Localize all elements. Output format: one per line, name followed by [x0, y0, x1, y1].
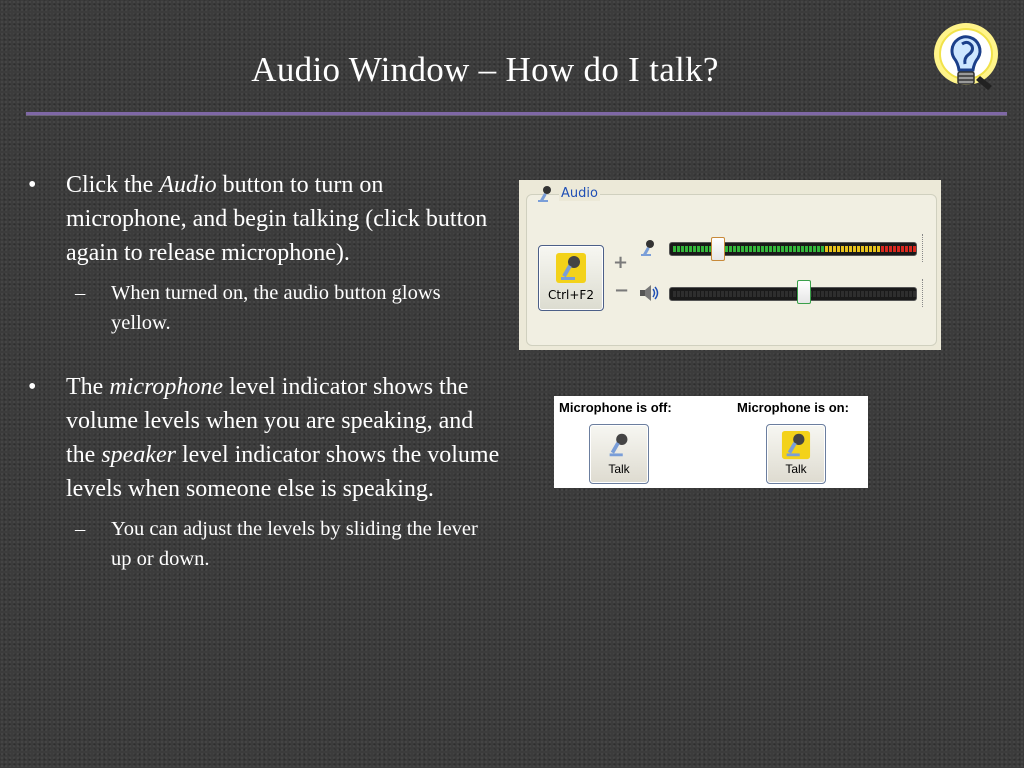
meter-segment [865, 246, 868, 252]
meter-segment [889, 246, 892, 252]
meter-segment [741, 291, 744, 297]
meter-segment [729, 246, 732, 252]
meter-segment [681, 291, 684, 297]
meter-segment [697, 291, 700, 297]
meter-segment [837, 291, 840, 297]
bullet-item-2 [28, 370, 503, 506]
meter-segment [853, 246, 856, 252]
meter-segment [893, 246, 896, 252]
mic-off-label: Microphone is off: [559, 400, 672, 415]
meter-segment [841, 291, 844, 297]
meter-segment [777, 291, 780, 297]
meter-segment [765, 291, 768, 297]
dash-glyph: – [75, 282, 86, 304]
meter-segment [881, 246, 884, 252]
meter-segment [901, 291, 904, 297]
mic-state-screenshot [554, 396, 868, 488]
sub-bullet-item-1 [28, 278, 503, 338]
mic-on-label: Microphone is on: [737, 400, 849, 415]
bullet-glyph: • [28, 374, 37, 400]
meter-segment [789, 246, 792, 252]
meter-segment [769, 291, 772, 297]
meter-segment [829, 246, 832, 252]
meter-segment [849, 246, 852, 252]
talk-button-label: Talk [608, 462, 630, 476]
meter-segment [885, 291, 888, 297]
meter-segment [913, 246, 916, 252]
meter-segment [845, 246, 848, 252]
meter-segment [709, 291, 712, 297]
meter-segment [909, 291, 912, 297]
meter-segment [701, 291, 704, 297]
audio-talk-button[interactable] [538, 245, 604, 311]
microphone-icon [535, 184, 555, 204]
meter-segment [901, 246, 904, 252]
meter-segment [733, 291, 736, 297]
meter-segment [749, 246, 752, 252]
meter-segment [861, 291, 864, 297]
meter-segment [689, 246, 692, 252]
minus-sign: − [614, 280, 630, 301]
bullet-item-1 [28, 168, 503, 270]
meter-segment [877, 291, 880, 297]
meter-segment [757, 291, 760, 297]
meter-segment [853, 291, 856, 297]
meter-segment [733, 246, 736, 252]
meter-segment [897, 246, 900, 252]
meter-segment [813, 246, 816, 252]
bullet-glyph: • [28, 172, 37, 198]
bullet-list [28, 168, 503, 574]
talk-button-label: Talk [785, 462, 807, 476]
meter-segment [905, 246, 908, 252]
meter-segment [717, 291, 720, 297]
bullet-text: button to turn on microphone, and begin talking (click button again to release microphone). [66, 172, 488, 266]
meter-segment [869, 291, 872, 297]
meter-segment [805, 246, 808, 252]
meter-segment [829, 291, 832, 297]
lightbulb-logo-icon [932, 20, 1004, 104]
meter-end-tick [922, 279, 924, 307]
meter-segment [785, 246, 788, 252]
meter-segment [737, 246, 740, 252]
dash-glyph: – [75, 518, 86, 540]
microphone-icon [604, 430, 634, 460]
meter-segment [773, 291, 776, 297]
bullet-emphasis: microphone [109, 374, 224, 400]
meter-segment [677, 246, 680, 252]
meter-segment [781, 291, 784, 297]
microphone-icon [638, 238, 658, 258]
meter-segment [817, 246, 820, 252]
meter-segment [809, 246, 812, 252]
meter-segment [797, 246, 800, 252]
meter-segment [885, 246, 888, 252]
meter-segment [833, 291, 836, 297]
slide-title: Audio Window – How do I talk? [251, 50, 719, 89]
meter-segment [789, 291, 792, 297]
meter-segment [781, 246, 784, 252]
talk-button-off[interactable] [589, 424, 649, 484]
meter-segment [713, 291, 716, 297]
meter-segment [741, 246, 744, 252]
meter-end-tick [922, 234, 924, 262]
title-divider [26, 112, 1007, 115]
meter-segment [785, 291, 788, 297]
talk-button-shortcut: Ctrl+F2 [548, 288, 594, 302]
meter-segment [729, 291, 732, 297]
talk-mic-icon [555, 252, 587, 284]
sub-bullet-text: You can adjust the levels by sliding the lever up or down. [111, 518, 478, 570]
bullet-text: level indicator shows the volume levels when you are speaking, and the [66, 374, 474, 468]
meter-segment [821, 246, 824, 252]
meter-segment [765, 246, 768, 252]
meter-segment [869, 246, 872, 252]
bullet-emphasis: Audio [159, 172, 217, 198]
meter-segment [821, 291, 824, 297]
sub-bullet-item-2 [28, 514, 503, 574]
meter-segment [849, 291, 852, 297]
meter-segment [833, 246, 836, 252]
meter-segment [861, 246, 864, 252]
meter-segment [753, 291, 756, 297]
meter-segment [877, 246, 880, 252]
meter-segment [749, 291, 752, 297]
speaker-level-meter [669, 287, 917, 301]
meter-segment [673, 246, 676, 252]
meter-segment [737, 291, 740, 297]
bullet-text: The [66, 374, 110, 400]
meter-segment [677, 291, 680, 297]
meter-segment [841, 246, 844, 252]
meter-segment [857, 291, 860, 297]
meter-segment [873, 291, 876, 297]
meter-segment [757, 246, 760, 252]
meter-segment [793, 246, 796, 252]
meter-segment [697, 246, 700, 252]
speaker-icon [638, 283, 660, 303]
talk-button-on[interactable] [766, 424, 826, 484]
audio-header: Audio [561, 186, 598, 201]
meter-segment [721, 291, 724, 297]
meter-segment [685, 291, 688, 297]
meter-segment [693, 291, 696, 297]
talk-mic-icon [781, 430, 811, 460]
meter-segment [873, 246, 876, 252]
microphone-level-meter [669, 242, 917, 256]
meter-segment [745, 291, 748, 297]
meter-segment [725, 291, 728, 297]
plus-sign: + [613, 252, 629, 273]
bullet-text: Click the [66, 172, 160, 198]
meter-segment [897, 291, 900, 297]
meter-segment [881, 291, 884, 297]
meter-segment [673, 291, 676, 297]
meter-segment [773, 246, 776, 252]
meter-segment [777, 246, 780, 252]
meter-segment [857, 246, 860, 252]
meter-segment [817, 291, 820, 297]
meter-segment [705, 291, 708, 297]
meter-segment [681, 246, 684, 252]
microphone-level-slider[interactable] [711, 237, 725, 261]
meter-segment [909, 246, 912, 252]
meter-segment [761, 291, 764, 297]
meter-segment [889, 291, 892, 297]
meter-segment [825, 291, 828, 297]
sub-bullet-text: When turned on, the audio button glows yellow. [111, 282, 441, 334]
meter-segment [905, 291, 908, 297]
meter-segment [705, 246, 708, 252]
audio-panel-screenshot [519, 180, 941, 350]
meter-segment [725, 246, 728, 252]
bullet-text: level indicator shows the volume levels when someone else is speaking. [66, 442, 500, 502]
meter-segment [865, 291, 868, 297]
meter-segment [701, 246, 704, 252]
meter-segment [685, 246, 688, 252]
meter-segment [689, 291, 692, 297]
meter-segment [837, 246, 840, 252]
meter-segment [769, 246, 772, 252]
bullet-emphasis: speaker [101, 442, 176, 468]
meter-segment [761, 246, 764, 252]
meter-segment [693, 246, 696, 252]
meter-segment [745, 246, 748, 252]
meter-segment [793, 291, 796, 297]
meter-segment [913, 291, 916, 297]
meter-segment [893, 291, 896, 297]
meter-segment [801, 246, 804, 252]
speaker-level-slider[interactable] [797, 280, 811, 304]
meter-segment [753, 246, 756, 252]
meter-segment [845, 291, 848, 297]
meter-segment [825, 246, 828, 252]
meter-segment [813, 291, 816, 297]
